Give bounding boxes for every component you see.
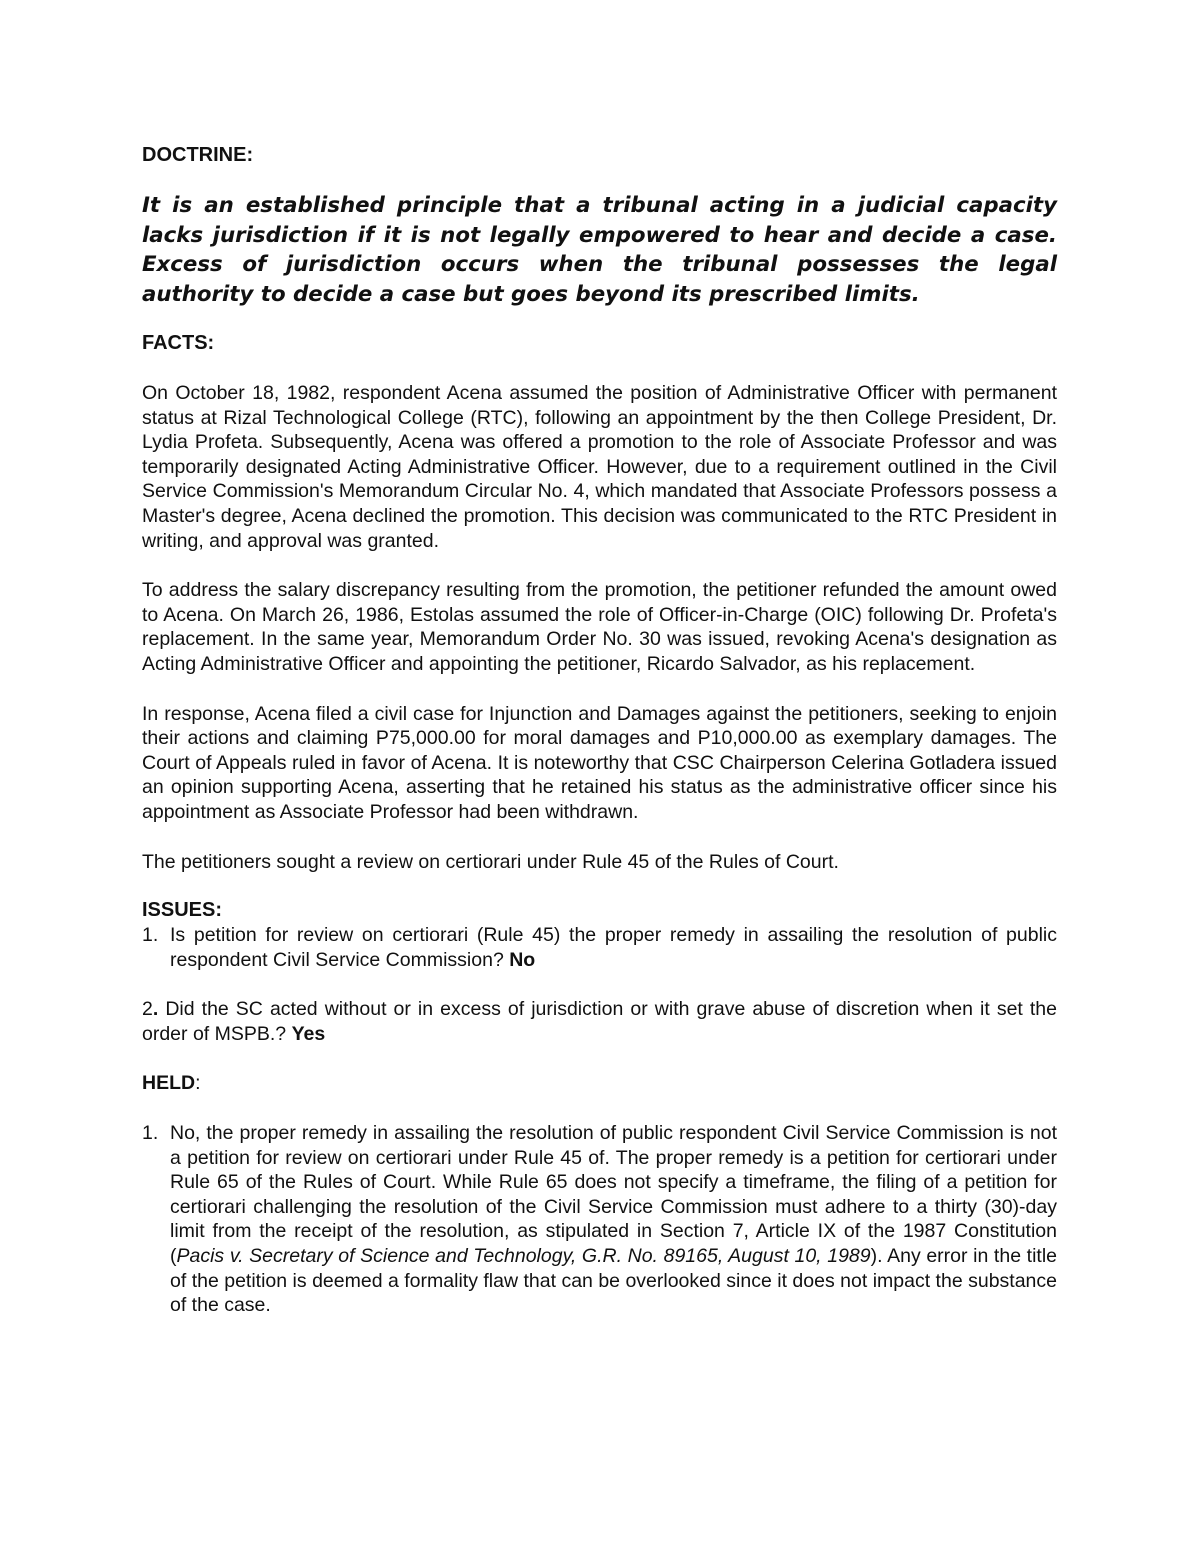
issue-question-2: Did the SC acted without or in excess of jurisdiction or with grave abuse of discretion when it set the order of MSPB.? xyxy=(142,998,1057,1045)
issues-heading: ISSUES: xyxy=(142,899,223,922)
issue-item-1 xyxy=(142,923,1057,972)
held-item-1 xyxy=(142,1121,1057,1318)
doctrine-heading: DOCTRINE: xyxy=(142,144,254,166)
facts-paragraph-4: The petitioners sought a review on certiorari under Rule 45 of the Rules of Court. xyxy=(142,850,839,873)
held-text-after: ). Any error in the title of the petition is deemed a formality flaw that can be overlooked since it does not impact the substance of the case. xyxy=(170,1245,1058,1317)
issue-number-2-suffix: . xyxy=(152,998,159,1021)
issue-number-1: 1. xyxy=(142,924,159,947)
issue-answer-1: No xyxy=(509,948,536,971)
issue-question-1: Is petition for review on certiorari (Rule 45) the proper remedy in assailing the resolution of public respondent Civil Service Commission? xyxy=(170,924,1057,971)
facts-heading: FACTS: xyxy=(142,332,215,354)
facts-paragraph-3: In response, Acena filed a civil case for Injunction and Damages against the petitioners, seeking to enjoin their actions and claiming P75,000.00 for moral damages and P10,000.00 as exemplary damages. The Court of Appeals ruled in favor of Acena. It is noteworthy that CSC Chairperson Celerina Gotladera issued an opinion supporting Acena, asserting that he retained his status as the administrative officer since his appointment as Associate Professor had been withdrawn. xyxy=(142,702,1057,823)
issue-text-1 xyxy=(170,923,1057,972)
document-page xyxy=(142,143,1057,1318)
held-heading-suffix: : xyxy=(195,1072,201,1095)
doctrine-text: It is an established principle that a tribunal acting in a judicial capacity lacks jurisdiction if it is not legally empowered to hear and decide a case. Excess of jurisdiction occurs when the tribunal possesses the legal authority to decide a case but goes beyond its prescribed limits. xyxy=(142,193,1057,307)
held-heading-line xyxy=(142,1071,1057,1096)
issue-answer-2: Yes xyxy=(291,1022,326,1045)
held-text-1 xyxy=(170,1121,1057,1318)
held-number-1: 1. xyxy=(142,1122,159,1145)
facts-paragraph-2: To address the salary discrepancy resulting from the promotion, the petitioner refunded the amount owed to Acena. On March 26, 1986, Estolas assumed the role of Officer-in-Charge (OIC) following Dr. Profeta's replacement. In the same year, Memorandum Order No. 30 was issued, revoking Acena's designation as Acting Administrative Officer and appointing the petitioner, Ricardo Salvador, as his replacement. xyxy=(142,579,1057,675)
held-heading: HELD xyxy=(142,1072,196,1095)
held-citation: Pacis v. Secretary of Science and Technology, G.R. No. 89165, August 10, 1989 xyxy=(176,1245,871,1268)
facts-paragraph-1: On October 18, 1982, respondent Acena assumed the position of Administrative Officer with permanent status at Rizal Technological College (RTC), following an appointment by the then College President, Dr. Lydia Profeta. Subsequently, Acena was offered a promotion to the role of Associate Professor and was temporarily designated Acting Administrative Officer. However, due to a requirement outlined in the Civil Service Commission's Memorandum Circular No. 4, which mandated that Associate Professors possess a Master's degree, Acena declined the promotion. This decision was communicated to the RTC President in writing, and approval was granted. xyxy=(142,382,1057,552)
issue-number-2: 2 xyxy=(142,998,153,1021)
held-text-before: No, the proper remedy in assailing the resolution of public respondent Civil Service Commission is not a petition for review on certiorari under Rule 45 of. The proper remedy is a petition for certiorari under Rule 65 of the Rules of Court. While Rule 65 does not specify a timeframe, the filing of a petition for certiorari challenging the resolution of the Civil Service Commission must adhere to a thirty (30)-day limit from the receipt of the resolution, as stipulated in Section 7, Article IX of the 1987 Constitution ( xyxy=(170,1122,1057,1268)
issue-item-2 xyxy=(142,997,1057,1046)
